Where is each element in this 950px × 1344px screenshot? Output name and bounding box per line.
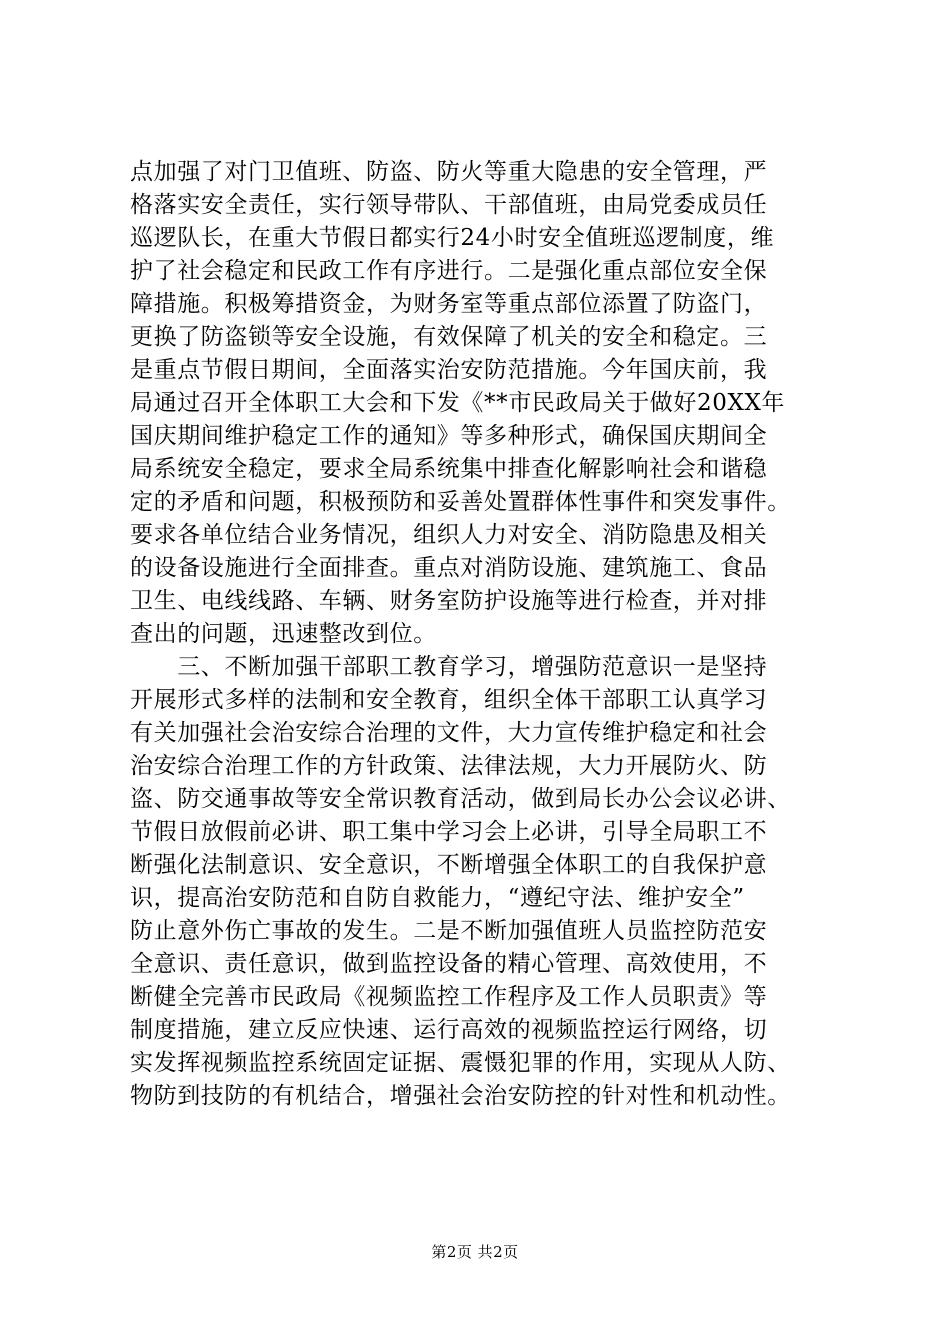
- text-line: 节假日放假前必讲、职工集中学习会上必讲，引导全局职工不: [130, 819, 768, 845]
- text-line: 定的矛盾和问题，积极预防和妥善处置群体性事件和突发事件。: [130, 489, 791, 515]
- text-line: 有关加强社会治安综合治理的文件，大力宣传维护稳定和社会: [130, 720, 768, 746]
- page-footer: 第2页 共2页: [431, 1243, 519, 1261]
- body-text: [130, 156, 830, 1113]
- text-line: 断强化法制意识、安全意识，不断增强全体职工的自我保护意: [130, 852, 768, 878]
- text-line: 巡逻队长，在重大节假日都实行24小时安全值班巡逻制度，维: [130, 225, 775, 251]
- text-line: 盗、防交通事故等安全常识教育活动，做到局长办公会议必讲、: [130, 786, 791, 812]
- text-line: 卫生、电线线路、车辆、财务室防护设施等进行检查，并对排: [130, 588, 768, 614]
- text-line: 物防到技防的有机结合，增强社会治安防控的针对性和机动性。: [130, 1083, 791, 1109]
- text-line: 国庆期间维护稳定工作的通知》等多种形式，确保国庆期间全: [130, 423, 768, 449]
- text-line: 点加强了对门卫值班、防盗、防火等重大隐患的安全管理，严: [130, 159, 768, 185]
- text-line: 的设备设施进行全面排查。重点对消防设施、建筑施工、食品: [130, 555, 768, 581]
- text-line: 开展形式多样的法制和安全教育，组织全体干部职工认真学习: [130, 687, 768, 713]
- text-line: 识，提高治安防范和自防自救能力，“遵纪守法、维护安全”: [130, 885, 745, 911]
- text-line: 更换了防盗锁等安全设施，有效保障了机关的安全和稳定。三: [130, 324, 768, 350]
- text-line: 防止意外伤亡事故的发生。二是不断加强值班人员监控防范安: [130, 918, 768, 944]
- text-line: 治安综合治理工作的方针政策、法律法规，大力开展防火、防: [130, 753, 768, 779]
- text-line: 全意识、责任意识，做到监控设备的精心管理、高效使用，不: [130, 951, 768, 977]
- text-line: 格落实安全责任，实行领导带队、干部值班，由局党委成员任: [130, 192, 768, 218]
- text-line: 要求各单位结合业务情况，组织人力对安全、消防隐患及相关: [130, 522, 768, 548]
- text-line: 护了社会稳定和民政工作有序进行。二是强化重点部位安全保: [130, 258, 768, 284]
- text-line: 实发挥视频监控系统固定证据、震慑犯罪的作用，实现从人防、: [130, 1050, 791, 1076]
- text-line: 三、不断加强干部职工教育学习，增强防范意识一是坚持: [130, 654, 768, 680]
- text-line: 制度措施，建立反应快速、运行高效的视频监控运行网络，切: [130, 1017, 768, 1043]
- text-line: 局通过召开全体职工大会和下发《**市民政局关于做好20XX年: [130, 390, 786, 416]
- text-line: 局系统安全稳定，要求全局系统集中排查化解影响社会和谐稳: [130, 456, 768, 482]
- text-line: 是重点节假日期间，全面落实治安防范措施。今年国庆前，我: [130, 357, 768, 383]
- text-line: 障措施。积极筹措资金，为财务室等重点部位添置了防盗门，: [130, 291, 768, 317]
- text-line: 断健全完善市民政局《视频监控工作程序及工作人员职责》等: [130, 984, 768, 1010]
- text-line: 查出的问题，迅速整改到位。: [130, 621, 437, 647]
